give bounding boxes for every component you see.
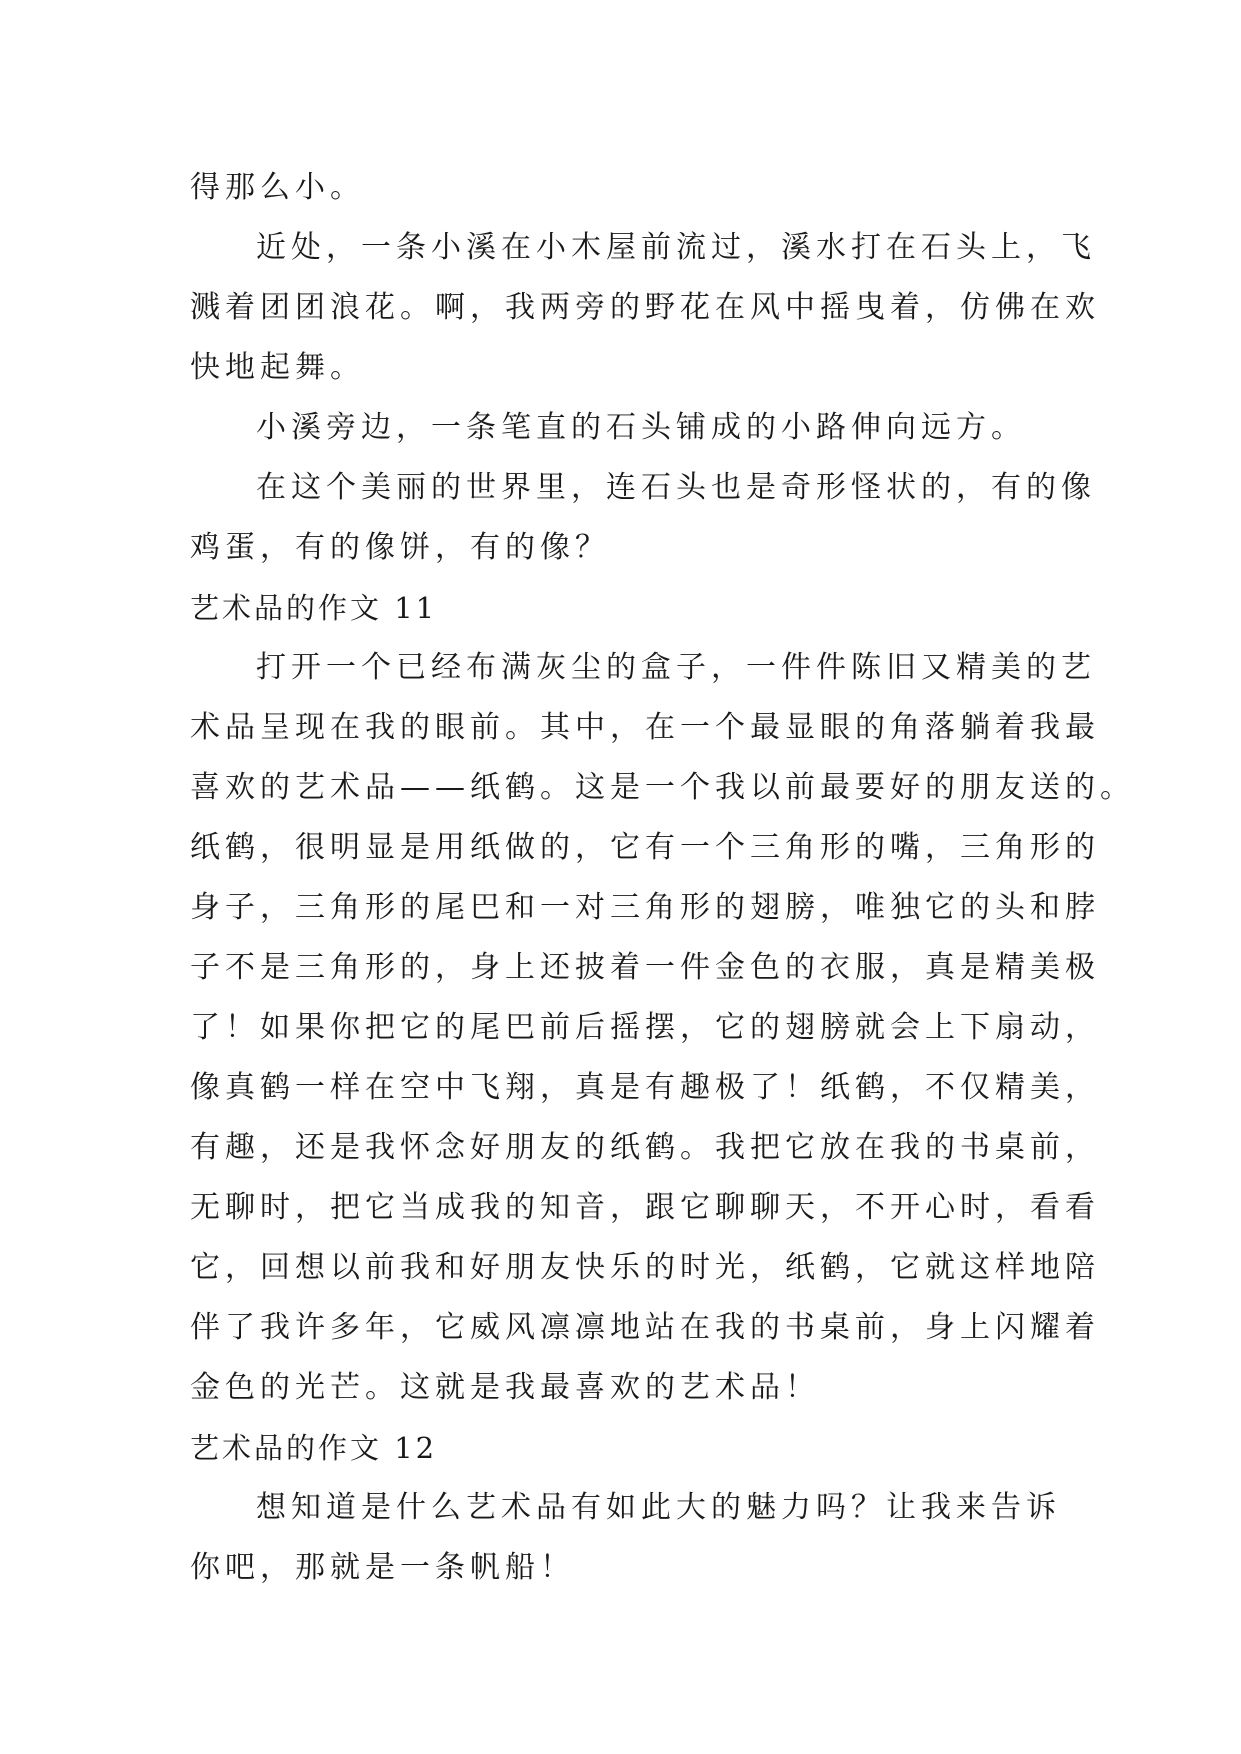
section-heading: 艺术品的作文 12 — [190, 1431, 438, 1465]
paragraph-line: 想知道是什么艺术品有如此大的魅力吗？让我来告诉 — [256, 1490, 1061, 1525]
paragraph-line: 它，回想以前我和好朋友快乐的时光，纸鹤，它就这样地陪 — [190, 1250, 1100, 1285]
paragraph-line: 身子，三角形的尾巴和一对三角形的翅膀，唯独它的头和脖 — [190, 890, 1100, 925]
paragraph-line: 鸡蛋，有的像饼，有的像？ — [190, 530, 610, 565]
paragraph-line: 金色的光芒。这就是我最喜欢的艺术品！ — [190, 1370, 820, 1405]
paragraph-line: 溅着团团浪花。啊，我两旁的野花在风中摇曳着，仿佛在欢 — [190, 290, 1100, 325]
paragraph-line: 纸鹤，很明显是用纸做的，它有一个三角形的嘴，三角形的 — [190, 830, 1100, 865]
paragraph-line: 子不是三角形的，身上还披着一件金色的衣服，真是精美极 — [190, 950, 1100, 985]
paragraph-line: 无聊时，把它当成我的知音，跟它聊聊天，不开心时，看看 — [190, 1190, 1100, 1225]
paragraph-line: 喜欢的艺术品——纸鹤。这是一个我以前最要好的朋友送的。 — [190, 770, 1135, 805]
paragraph-line: 像真鹤一样在空中飞翔，真是有趣极了！纸鹤，不仅精美， — [190, 1070, 1100, 1105]
paragraph-line: 打开一个已经布满灰尘的盒子，一件件陈旧又精美的艺 — [256, 650, 1096, 685]
paragraph-line: 小溪旁边，一条笔直的石头铺成的小路伸向远方。 — [256, 410, 1026, 445]
paragraph-line: 伴了我许多年，它威风凛凛地站在我的书桌前，身上闪耀着 — [190, 1310, 1100, 1345]
paragraph-line: 近处，一条小溪在小木屋前流过，溪水打在石头上，飞 — [256, 230, 1096, 265]
paragraph-line: 得那么小。 — [190, 170, 365, 205]
paragraph-line: 了！如果你把它的尾巴前后摇摆，它的翅膀就会上下扇动， — [190, 1010, 1100, 1045]
document-body — [190, 158, 1135, 1598]
paragraph-line: 在这个美丽的世界里，连石头也是奇形怪状的，有的像 — [256, 470, 1096, 505]
paragraph-line: 术品呈现在我的眼前。其中，在一个最显眼的角落躺着我最 — [190, 710, 1100, 745]
paragraph-line: 快地起舞。 — [190, 350, 365, 385]
paragraph-line: 有趣，还是我怀念好朋友的纸鹤。我把它放在我的书桌前， — [190, 1130, 1100, 1165]
section-heading: 艺术品的作文 11 — [190, 591, 438, 625]
paragraph-line: 你吧，那就是一条帆船！ — [190, 1550, 575, 1585]
